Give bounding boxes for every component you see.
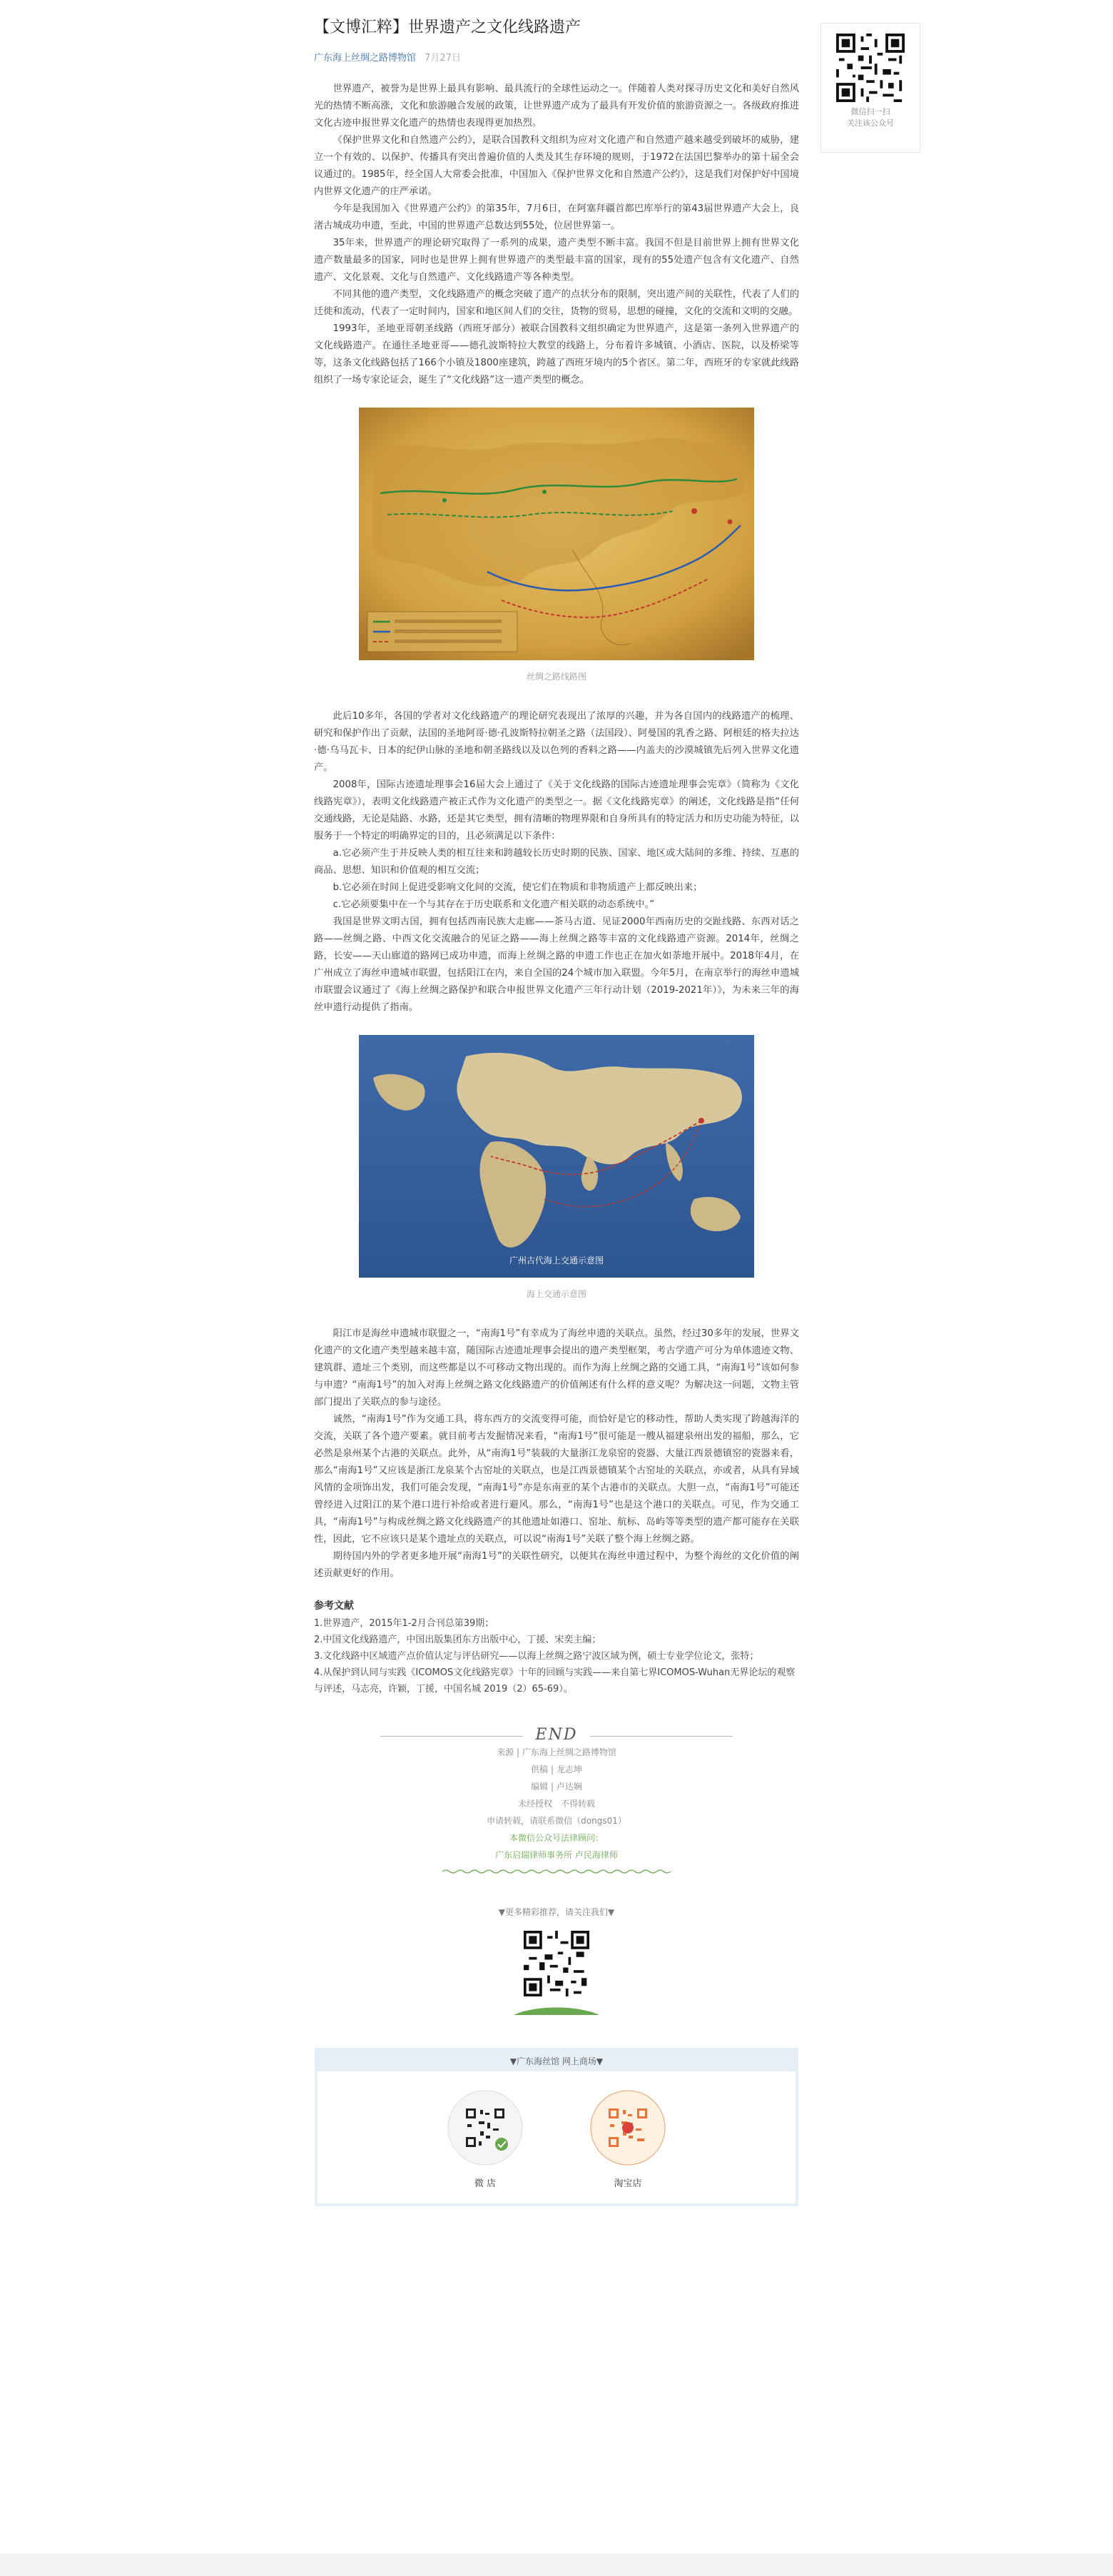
paragraph: 35年来，世界遗产的理论研究取得了一系列的成果，遗产类型不断丰富。我国不但是目前世界上拥有世界文化遗产数量最多的国家，同时也是世界上拥有世界遗产的类型最丰富的国家，现有的55处遗产包含有文化遗产、自然遗产、文化景观、文化与自然遗产、文化线路遗产等各种类型。	[314, 238, 799, 283]
paragraph: 此后10多年，各国的学者对文化线路遗产的理论研究表现出了浓厚的兴趣，并为各自国内的线路遗产的梳理、研究和保护作出了贡献，法国的圣地阿哥·德·孔波斯特拉朝圣之路（法国段）、阿曼国的乳香之路、阿根廷的格夫拉达·德·乌马瓦卡、日本的纪伊山脉的圣地和朝圣路线以及以色列的香料之路——内盖夫的沙漠城镇先后列入世界文化遗产。	[314, 711, 799, 773]
article-meta	[314, 50, 799, 64]
paragraph: 诚然，“南海1号”作为交通工具，将东西方的交流变得可能，而恰好是它的移动性，帮助人类实现了跨越海洋的交流，关联了各个遗产要素。就目前考古发掘情况来看，“南海1号”很可能是一艘从福建泉州出发的福船，那么，它必然是泉州某个古港的关联点。此外，从“南海1号”装载的大量浙江龙泉窑的瓷器、大量江西景德镇窑的瓷器来看，那么“南海1号”又应该是浙江龙泉某个古窑址的关联点，也是江西景德镇某个古窑址的关联点，亦或者，从具有异域风情的金项饰出发，我们可能会发现，“南海1号”亦是东南亚的某个古港市的关联点。大胆一点，“南海1号”可能还曾经进入过阳江的某个港口进行补给或者进行避风。那么，“南海1号”也是这个港口的关联点。可见，作为交通工具，“南海1号”与构成丝绸之路文化线路遗产的其他遗址如港口、窑址、航标、岛屿等等类型的遗产都可能存在关联性，因此，它不应该只是某个遗址点的关联点，可以说“南海1号”关联了整个海上丝绸之路。	[314, 1414, 799, 1545]
end-block	[314, 1726, 799, 1877]
footer-qr-wrap	[314, 1928, 799, 2024]
end-mark: END	[535, 1726, 578, 1744]
qr-caption-2: 关注该公众号	[847, 118, 894, 128]
follow-qr-card	[820, 23, 920, 153]
shop-row	[317, 2088, 796, 2189]
divider-line	[380, 1736, 523, 1737]
figure-1-caption: 丝绸之路线路图	[526, 672, 586, 682]
publish-date: 7月27日	[425, 53, 461, 64]
online-shop-header: ▼广东海丝馆 网上商场▼	[317, 2051, 796, 2071]
paragraph: c.它必须要集中在一个与其存在于历史联系和文化遗产相关联的动态系统中。”	[332, 899, 655, 910]
silk-road-map-figure	[314, 408, 799, 663]
paragraph: 1993年，圣地亚哥朝圣线路（西班牙部分）被联合国教科文组织确定为世界遗产，这是第一条列入世界遗产的文化线路遗产。在通往圣地亚哥——德孔波斯特拉大教堂的线路上，分布着许多城镇、小酒店、医院，以及桥梁等等，这条文化线路包括了166个小镇及1800座建筑，跨越了西班牙境内的5个省区。第二年，西班牙的专家就此线路组织了一场专家论证会，诞生了“文化线路”这一遗产类型的概念。	[314, 323, 799, 385]
paragraph: a.它必须产生于并反映人类的相互往来和跨越较长历史时期的民族、国家、地区或大陆间的多维、持续、互惠的商品、思想、知识和价值观的相互交流；	[314, 848, 799, 876]
copyright-notice: 未经授权 不得转载	[517, 1799, 595, 1809]
reference-item: 4.从保护到认同与实践《ICOMOS文化线路宪章》十年的回顾与实践——来自第七界ICOMOS-Wuhan无界论坛的观察与评述，马志亮，许颖，丁援，中国名城 2019（2）65-69）。	[314, 1667, 796, 1694]
paragraph: b.它必须在时间上促进受影响文化间的交流，使它们在物质和非物质遗产上都反映出来；	[332, 882, 703, 893]
qr-caption-1: 微信扫一扫	[850, 107, 890, 116]
reference-item: 1.世界遗产，2015年1-2月合刊总第39期；	[314, 1618, 494, 1629]
figure-2-caption: 海上交通示意图	[526, 1289, 586, 1299]
author-link[interactable]: 广东海上丝绸之路博物馆	[314, 53, 417, 64]
weidian-label: 微 店	[474, 2178, 497, 2189]
article-column	[314, 17, 799, 2206]
article-section-2	[314, 708, 799, 1016]
paragraph: 期待国内外的学者更多地开展“南海1号”的关联性研究，以便其在海丝申遗过程中，为整个海丝的文化价值的阐述贡献更好的作用。	[314, 1551, 799, 1579]
taobao-shop[interactable]	[585, 2088, 671, 2189]
paragraph: 《保护世界文化和自然遗产公约》，是联合国教科文组织为应对文化遗产和自然遗产越来越受到破坏的威胁，建立一个有效的、以保护、传播具有突出普遍价值的人类及其生存环境的规则，于1972在法国巴黎举办的第十届全会议通过的。1985年，经全国人大常委会批准，中国加入《保护世界文化和自然遗产公约》，这是我们对保护好中国境内世界文化遗产的庄严承诺。	[314, 135, 799, 197]
article-section-1	[314, 81, 799, 389]
end-divider	[314, 1726, 799, 1744]
maritime-map-title: 广州古代海上交通示意图	[509, 1256, 604, 1266]
paragraph: 今年是我国加入《世界遗产公约》的第35年，7月6日，在阿塞拜疆首都巴库举行的第43届世界遗产大会上，良渚古城成功申遗，至此，中国的世界遗产总数达到55处，位居世界第一。	[314, 203, 799, 231]
online-shop-box	[315, 2048, 798, 2206]
reprint-notice: 申请转载，请联系微信（dongs01）	[487, 1816, 626, 1826]
footer-qr-icon[interactable]	[514, 1928, 599, 2021]
wavy-divider	[442, 1869, 671, 1874]
contributor-credit: 供稿 | 龙志坤	[531, 1764, 582, 1774]
taobao-qr-icon[interactable]	[589, 2088, 667, 2167]
reference-item: 3.文化线路中区域遗产点价值认定与评估研究——以海上丝绸之路宁波区域为例，硕士专业学位论文，张特；	[314, 1651, 759, 1662]
references-heading: 参考文献	[314, 1600, 354, 1612]
article-title: 【文博汇粹】世界遗产之文化线路遗产	[314, 19, 581, 36]
paragraph: 世界遗产，被誉为是世界上最具有影响、最具流行的全球性运动之一。伴随着人类对探寻历史文化和美好自然风光的热情不断高涨，文化和旅游融合发展的政策，让世界遗产成为了最具有开发价值的旅游资源之一。各级政府推进文化古迹申报世界文化遗产的热情也表现得更加热烈。	[314, 84, 799, 128]
weidian-shop[interactable]	[442, 2088, 528, 2189]
follow-prompt: ▼更多精彩推荐，请关注我们▼	[498, 1907, 615, 1917]
article-section-3	[314, 1325, 799, 1582]
legal-advisor-label: 本微信公众号法律顾问：	[509, 1833, 604, 1843]
reference-item: 2.中国文化线路遗产，中国出版集团东方出版中心，丁援、宋奕主编；	[314, 1635, 601, 1645]
paragraph: 我国是世界文明古国，拥有包括西南民族大走廊——茶马古道、见证2000年西南历史的交趾线路、东西对话之路——丝绸之路、中西文化交流融合的见证之路——海上丝绸之路等丰富的文化线路遗产资源。2014年，丝绸之路，长安——天山廊道的路网已成功申遗，而海上丝绸之路的申遗工作也正在加火如荼地开展中。2018年4月，在广州成立了海丝申遗城市联盟，包括阳江在内，来自全国的24个城市加入联盟。今年5月，在南京举行的海丝申遗城市联盟会议通过了《海上丝绸之路保护和联合申报世界文化遗产三年行动计划（2019-2021年）》，为未来三年的海丝申遗行动提供了指南。	[314, 916, 799, 1013]
silk-road-map-image[interactable]	[359, 408, 754, 660]
weidian-qr-icon[interactable]	[446, 2088, 524, 2167]
paragraph: 阳江市是海丝申遗城市联盟之一，“南海1号”有幸成为了海丝申遗的关联点。虽然，经过30多年的发展，世界文化遗产的文化遗产类型越来越丰富，随国际古迹遗址理事会提出的遗产类型框架，考古学遗产可分为单体遗迹文物、建筑群、遗址三个类别，而这些都是以不可移动文物出现的。而作为海上丝绸之路的交通工具，“南海1号”该如何参与申遗？“南海1号”的加入对海上丝绸之路文化线路遗产的价值阐述有什么样的意义呢？为解决这一问题，文物主管部门提出了关联点的参与途径。	[314, 1328, 799, 1408]
references-block	[314, 1598, 799, 1697]
maritime-map-figure	[314, 1035, 799, 1281]
source-credit: 来源 | 广东海上丝绸之路博物馆	[497, 1747, 616, 1757]
qr-code-icon	[836, 34, 905, 102]
taobao-label: 淘宝店	[614, 2178, 642, 2189]
paragraph: 2008年，国际古迹遗址理事会16届大会上通过了《关于文化线路的国际古迹遗址理事会宪章》（简称为《文化线路宪章》），表明文化线路遗产被正式作为文化遗产的类型之一。据《文化线路宪章》的阐述，文化线路是指“任何交通线路，无论是陆路、水路，还是其它类型，拥有清晰的物理界限和自身所具有的特定活力和历史功能为特征，以服务于一个特定的明确界定的目的，且必须满足以下条件：	[314, 779, 799, 842]
legal-advisor-name: 广东启瑞律师事务所 卢民海律师	[495, 1850, 618, 1860]
page-bottom-bar	[0, 2554, 1113, 2576]
maritime-map-image[interactable]	[359, 1035, 754, 1278]
divider-line	[590, 1736, 733, 1737]
editor-credit: 编辑 | 卢达娴	[531, 1782, 582, 1792]
paragraph: 不同其他的遗产类型，文化线路遗产的概念突破了遗产的点状分布的限制，突出遗产间的关联性，代表了人们的迁徙和流动，代表了一定时间内，国家和地区间人们的交往，货物的贸易，思想的碰撞，文化的交流和文明的交融。	[314, 289, 799, 317]
